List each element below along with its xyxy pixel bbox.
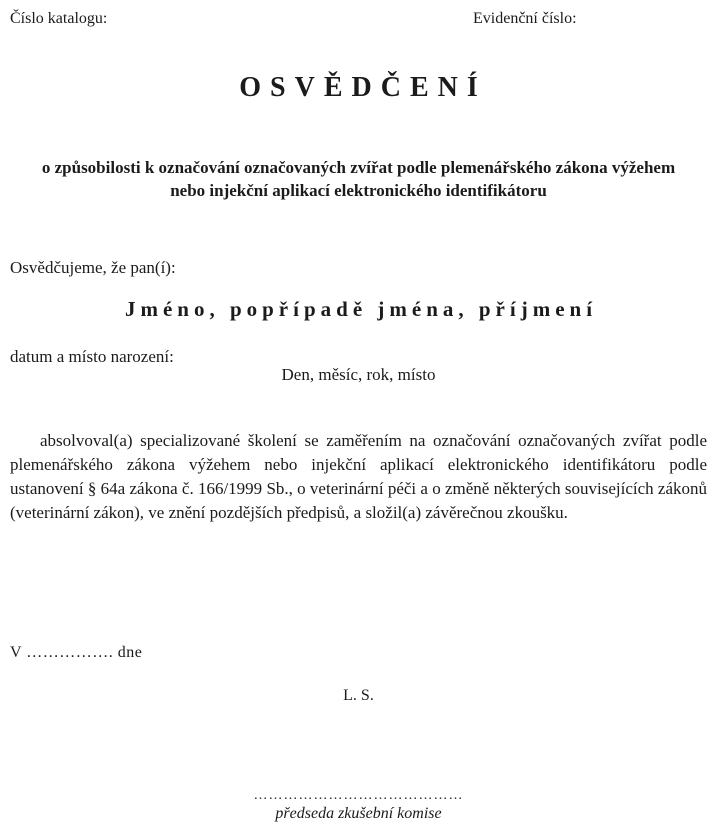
document-title: OSVĚDČENÍ	[239, 72, 487, 103]
signature-dotted-line: ……………………………………	[253, 788, 464, 803]
seal-placeholder-mark: L. S.	[343, 687, 374, 704]
document-subtitle-line1: o způsobilosti k označování označovaných zvířat podle plemenářského zákona výžehem	[41, 158, 676, 177]
document-subtitle-line2: nebo injekční aplikací elektronického identifikátoru	[170, 181, 547, 200]
certify-statement-label: Osvědčujeme, že pan(í):	[10, 258, 176, 277]
certificate-body-paragraph: absolvoval(a) specializované školení se zaměřením na označování označovaných zvířat podle plemenářského zákona výžehem nebo injekční aplikací elektronického identifikátoru podle ustanovení § 64a zákona č. 166/1999 Sb., o veterinární péči a o změně některých souvisejících zákonů (veterinární zákon), ve znění pozdějších předpisů, a složil(a) závěrečnou zkoušku.	[10, 431, 707, 522]
evidence-number-label: Evidenční číslo:	[473, 10, 577, 27]
signature-caption: předseda zkušební komise	[275, 805, 442, 822]
place-and-date-line: V ……………. dne	[10, 644, 143, 661]
birth-date-place-label: datum a místo narození:	[10, 347, 174, 366]
signature-block	[0, 789, 717, 824]
birth-placeholder-line: Den, měsíc, rok, místo	[281, 365, 436, 384]
name-placeholder-line: Jméno, popřípadě jména, příjmení	[124, 297, 598, 321]
document-subtitle	[0, 156, 717, 202]
catalog-number-label: Číslo katalogu:	[10, 10, 108, 27]
